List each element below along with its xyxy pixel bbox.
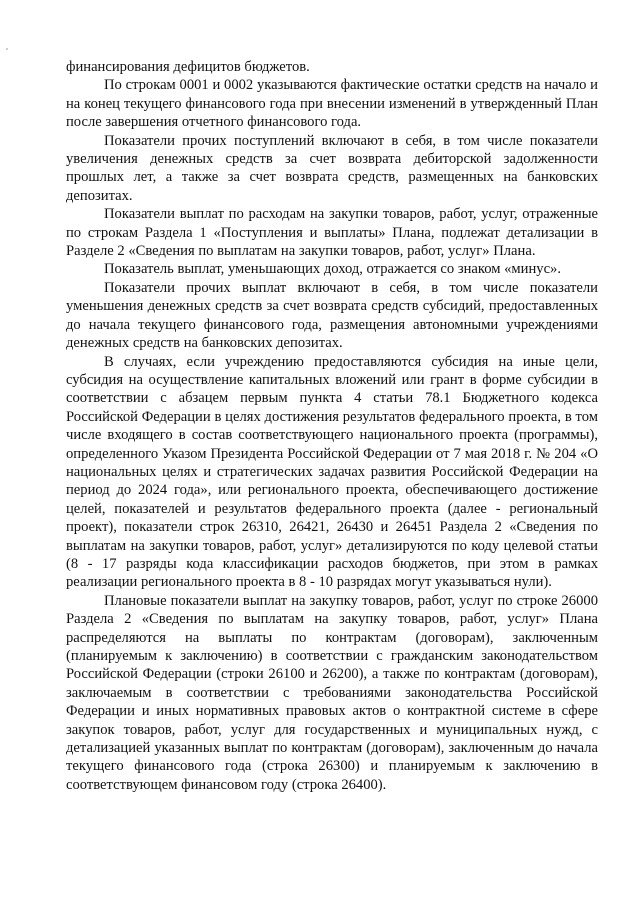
paragraph-lines-0001-0002: По строкам 0001 и 0002 указываются фактические остатки средств на начало и на конец текущего финансового года при внесении изменений в утвержденный План после завершения отчетного финансового года. <box>66 77 598 131</box>
document-body <box>66 58 598 794</box>
paragraph-other-receipts: Показатели прочих поступлений включают в себя, в том числе показатели увеличения денежных средств за счет возврата дебиторской задолженности прошлых лет, а также за счет возврата средств, размещенных на банковских депозитах. <box>66 132 598 204</box>
paragraph-procurement-payments: Показатели выплат по расходам на закупки товаров, работ, услуг, отраженные по строкам Раздела 1 «Поступления и выплаты» Плана, подлежат детализации в Разделе 2 «Сведения по выплатам на закупки товаров, работ, услуг» Плана. <box>66 206 598 260</box>
scan-artifact <box>6 48 8 50</box>
paragraph-minus-sign: Показатель выплат, уменьшающих доход, отражается со знаком «минус». <box>104 261 562 278</box>
paragraph-subsidies: В случаях, если учреждению предоставляются субсидия на иные цели, субсидия на осуществление капитальных вложений или грант в форме субсидии в соответствии с абзацем первым пункта 4 статьи 78.1 Бюджетного кодекса Российской Федерации в целях достижения результатов федерального проекта, в том числе входящего в состав соответствующего национального проекта (программы), определенного Указом Президента Российской Федерации от 7 мая 2018 г. № 204 «О национальных целях и стратегических задачах развития Российской Федерации на период до 2024 года», или регионального проекта, обеспечивающего достижение целей, показателей и результатов федерального проекта (далее - региональный проект), показатели строк 26310, 26421, 26430 и 26451 Раздела 2 «Сведения по выплатам на закупки товаров, работ, услуг» детализируются по коду целевой статьи (8 - 17 разряды кода классификации расходов бюджетов, при этом в рамках реализации регионального проекта в 8 - 10 разрядах могут указываться нули). <box>66 353 598 591</box>
paragraph-continuation: финансирования дефицитов бюджетов. <box>66 59 310 75</box>
paragraph-other-payments: Показатели прочих выплат включают в себя, в том числе показатели уменьшения денежных средств за счет возврата средств субсидий, предоставленных до начала текущего финансового года, размещения автономными учреждениями денежных средств на банковских депозитах. <box>66 279 598 352</box>
paragraph-planned-indicators: Плановые показатели выплат на закупку товаров, работ, услуг по строке 26000 Раздела 2 «Сведения по выплатам на закупку товаров, работ, услуг» Плана распределяются на выплаты по контрактам (договорам), заключенным (планируемым к заключению) в соответствии с гражданским законодательством Российской Федерации (строки 26100 и 26200), а также по контрактам (договорам), заключаемым в соответствии с требованиями законодательства Российской Федерации и иных нормативных правовых актов о контрактной системе в сфере закупок товаров, работ, услуг для государственных и муниципальных нужд, с детализацией указанных выплат по контрактам (договорам), заключенным до начала текущего финансового года (строка 26300) и планируемым к заключению в соответствующем финансовом году (строка 26400). <box>66 592 598 793</box>
